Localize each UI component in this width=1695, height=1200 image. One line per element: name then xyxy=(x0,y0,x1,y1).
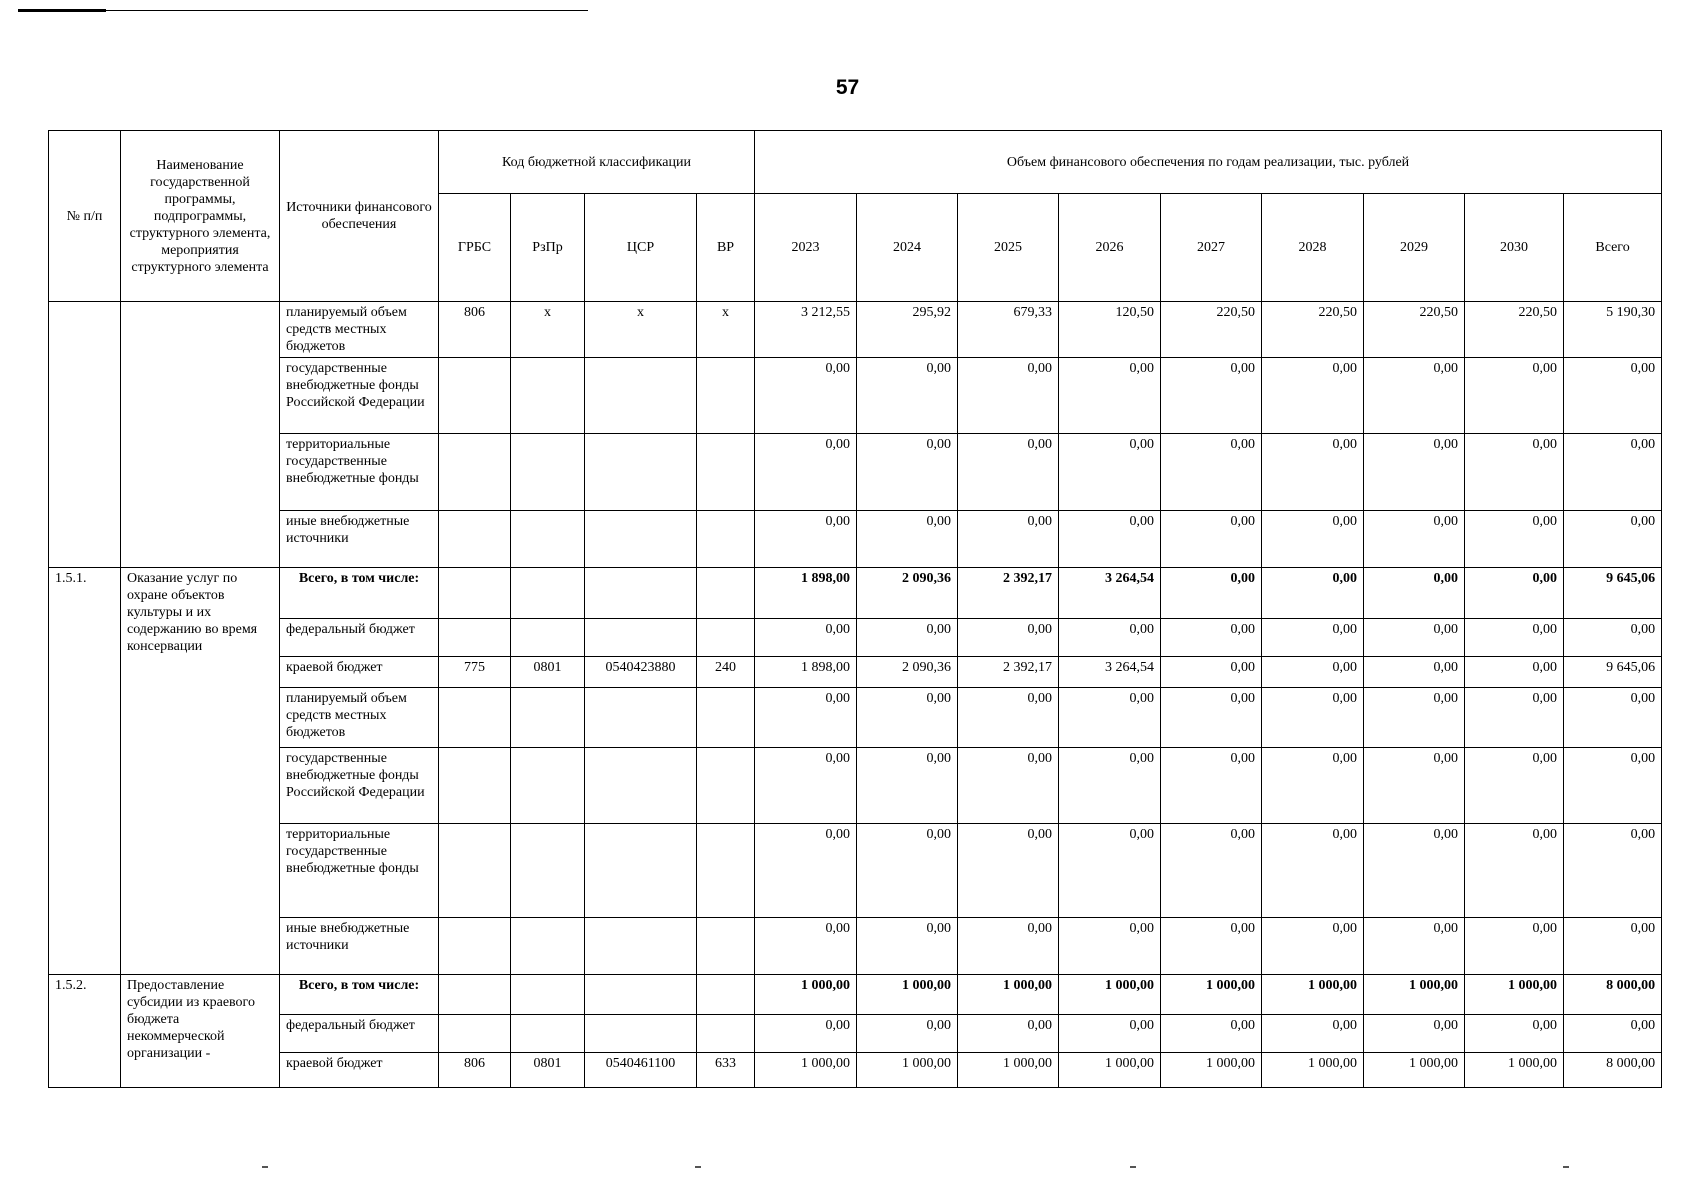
amount-cell: 0,00 xyxy=(1364,434,1465,511)
amount-cell: 0,00 xyxy=(958,918,1059,975)
amount-cell: 0,00 xyxy=(1161,748,1262,824)
header-name: Наименование государственной программы, подпрограммы, структурного элемента, мероприятия структурного элемента xyxy=(121,131,280,302)
amount-cell: 0,00 xyxy=(857,824,958,918)
financing-table xyxy=(48,130,1662,1088)
amount-cell: 0,00 xyxy=(1059,434,1161,511)
header-year-2025: 2025 xyxy=(958,194,1059,302)
amount-cell: 0,00 xyxy=(958,1015,1059,1053)
amount-cell: 1 000,00 xyxy=(1364,975,1465,1015)
amount-cell: 0,00 xyxy=(1465,824,1564,918)
table-row xyxy=(49,1053,1662,1088)
item-number-cell: 1.5.1. xyxy=(49,568,121,975)
csr-cell xyxy=(585,688,697,748)
amount-cell: 0,00 xyxy=(1161,1015,1262,1053)
grbs-cell xyxy=(439,975,511,1015)
amount-cell: 0,00 xyxy=(755,824,857,918)
amount-cell: 0,00 xyxy=(1262,511,1364,568)
amount-cell: 0,00 xyxy=(1364,824,1465,918)
amount-cell: 0,00 xyxy=(1364,657,1465,688)
amount-cell: 0,00 xyxy=(1059,619,1161,657)
amount-cell: 1 000,00 xyxy=(1465,975,1564,1015)
funding-source-cell: планируемый объем средств местных бюджетов xyxy=(280,302,439,358)
vr-cell xyxy=(697,824,755,918)
header-budget-code: Код бюджетной классификации xyxy=(439,131,755,194)
funding-source-cell: иные внебюджетные источники xyxy=(280,511,439,568)
rzpr-cell xyxy=(511,918,585,975)
amount-cell: 0,00 xyxy=(857,358,958,434)
grbs-cell xyxy=(439,434,511,511)
vr-cell xyxy=(697,1015,755,1053)
header-year-2030: 2030 xyxy=(1465,194,1564,302)
csr-cell: 0540461100 xyxy=(585,1053,697,1088)
amount-cell: 0,00 xyxy=(755,434,857,511)
header-sources: Источники финансового обеспечения xyxy=(280,131,439,302)
amount-cell: 0,00 xyxy=(1465,1015,1564,1053)
amount-cell: 0,00 xyxy=(857,1015,958,1053)
funding-source-cell: планируемый объем средств местных бюджетов xyxy=(280,688,439,748)
vr-cell xyxy=(697,688,755,748)
amount-cell: 0,00 xyxy=(857,688,958,748)
amount-cell: 1 000,00 xyxy=(1262,975,1364,1015)
vr-cell xyxy=(697,975,755,1015)
amount-cell: 0,00 xyxy=(1059,748,1161,824)
amount-cell: 1 000,00 xyxy=(1465,1053,1564,1088)
funding-source-cell: федеральный бюджет xyxy=(280,1015,439,1053)
amount-cell: 1 000,00 xyxy=(755,975,857,1015)
header-grbs: ГРБС xyxy=(439,194,511,302)
amount-cell: 0,00 xyxy=(958,748,1059,824)
scan-mark xyxy=(695,1166,701,1168)
amount-cell: 0,00 xyxy=(1364,358,1465,434)
amount-cell: 0,00 xyxy=(857,748,958,824)
grbs-cell xyxy=(439,688,511,748)
amount-cell: 220,50 xyxy=(1161,302,1262,358)
amount-cell: 0,00 xyxy=(1161,688,1262,748)
amount-cell: 0,00 xyxy=(1564,358,1662,434)
amount-cell: 0,00 xyxy=(1059,824,1161,918)
amount-cell: 0,00 xyxy=(1262,688,1364,748)
funding-source-cell: территориальные государственные внебюджетные фонды xyxy=(280,434,439,511)
amount-cell: 0,00 xyxy=(1465,918,1564,975)
grbs-cell xyxy=(439,918,511,975)
amount-cell: 0,00 xyxy=(755,358,857,434)
amount-cell: 0,00 xyxy=(1262,568,1364,619)
amount-cell: 0,00 xyxy=(1564,511,1662,568)
rzpr-cell xyxy=(511,975,585,1015)
rzpr-cell xyxy=(511,824,585,918)
amount-cell: 0,00 xyxy=(1262,619,1364,657)
funding-source-cell: Всего, в том числе: xyxy=(280,568,439,619)
amount-cell: 0,00 xyxy=(1262,824,1364,918)
amount-cell: 1 000,00 xyxy=(1161,975,1262,1015)
grbs-cell xyxy=(439,748,511,824)
rzpr-cell: x xyxy=(511,302,585,358)
csr-cell xyxy=(585,824,697,918)
amount-cell: 3 264,54 xyxy=(1059,657,1161,688)
amount-cell: 0,00 xyxy=(1262,657,1364,688)
amount-cell: 0,00 xyxy=(1262,748,1364,824)
table-row xyxy=(49,748,1662,824)
vr-cell xyxy=(697,358,755,434)
amount-cell: 0,00 xyxy=(857,918,958,975)
amount-cell: 0,00 xyxy=(1564,748,1662,824)
header-year-2028: 2028 xyxy=(1262,194,1364,302)
table-row xyxy=(49,511,1662,568)
header-year-2026: 2026 xyxy=(1059,194,1161,302)
amount-cell: 0,00 xyxy=(958,824,1059,918)
grbs-cell xyxy=(439,619,511,657)
csr-cell xyxy=(585,358,697,434)
grbs-cell: 806 xyxy=(439,1053,511,1088)
amount-cell: 5 190,30 xyxy=(1564,302,1662,358)
amount-cell: 0,00 xyxy=(1465,657,1564,688)
table-row xyxy=(49,358,1662,434)
table-body xyxy=(49,302,1662,1088)
amount-cell: 0,00 xyxy=(1262,358,1364,434)
amount-cell: 1 000,00 xyxy=(958,1053,1059,1088)
amount-cell: 1 000,00 xyxy=(1161,1053,1262,1088)
amount-cell: 0,00 xyxy=(1161,918,1262,975)
table-row xyxy=(49,657,1662,688)
amount-cell: 0,00 xyxy=(857,619,958,657)
table-row xyxy=(49,434,1662,511)
amount-cell: 0,00 xyxy=(958,688,1059,748)
amount-cell: 120,50 xyxy=(1059,302,1161,358)
amount-cell: 0,00 xyxy=(1161,511,1262,568)
amount-cell: 0,00 xyxy=(1059,918,1161,975)
amount-cell: 0,00 xyxy=(1059,358,1161,434)
amount-cell: 0,00 xyxy=(755,748,857,824)
amount-cell: 0,00 xyxy=(1465,748,1564,824)
amount-cell: 0,00 xyxy=(857,511,958,568)
header-volume: Объем финансового обеспечения по годам реализации, тыс. рублей xyxy=(755,131,1662,194)
vr-cell: 240 xyxy=(697,657,755,688)
rzpr-cell xyxy=(511,358,585,434)
amount-cell: 1 000,00 xyxy=(857,975,958,1015)
item-name-cell xyxy=(121,302,280,568)
rzpr-cell xyxy=(511,619,585,657)
amount-cell: 0,00 xyxy=(1465,434,1564,511)
amount-cell: 0,00 xyxy=(1465,688,1564,748)
vr-cell: x xyxy=(697,302,755,358)
vr-cell xyxy=(697,511,755,568)
scan-mark xyxy=(1563,1166,1569,1168)
item-name-cell: Оказание услуг по охране объектов культуры и их содержанию во время консервации xyxy=(121,568,280,975)
amount-cell: 0,00 xyxy=(1364,688,1465,748)
amount-cell: 0,00 xyxy=(755,918,857,975)
rzpr-cell xyxy=(511,688,585,748)
csr-cell xyxy=(585,568,697,619)
table-row xyxy=(49,302,1662,358)
header-year-2023: 2023 xyxy=(755,194,857,302)
amount-cell: 0,00 xyxy=(755,511,857,568)
amount-cell: 0,00 xyxy=(755,619,857,657)
amount-cell: 1 898,00 xyxy=(755,657,857,688)
amount-cell: 2 090,36 xyxy=(857,657,958,688)
amount-cell: 0,00 xyxy=(1364,619,1465,657)
grbs-cell xyxy=(439,511,511,568)
csr-cell xyxy=(585,748,697,824)
funding-source-cell: государственные внебюджетные фонды Российской Федерации xyxy=(280,358,439,434)
amount-cell: 0,00 xyxy=(1465,568,1564,619)
amount-cell: 0,00 xyxy=(1564,619,1662,657)
table-row xyxy=(49,824,1662,918)
amount-cell: 220,50 xyxy=(1465,302,1564,358)
table-header xyxy=(49,131,1662,302)
amount-cell: 0,00 xyxy=(1262,918,1364,975)
table-row xyxy=(49,688,1662,748)
table-row xyxy=(49,619,1662,657)
grbs-cell xyxy=(439,358,511,434)
header-csr: ЦСР xyxy=(585,194,697,302)
header-total: Всего xyxy=(1564,194,1662,302)
header-rzpr: РзПр xyxy=(511,194,585,302)
amount-cell: 2 392,17 xyxy=(958,568,1059,619)
amount-cell: 295,92 xyxy=(857,302,958,358)
table-row xyxy=(49,1015,1662,1053)
csr-cell: x xyxy=(585,302,697,358)
rzpr-cell xyxy=(511,568,585,619)
amount-cell: 0,00 xyxy=(1364,748,1465,824)
amount-cell: 0,00 xyxy=(1059,511,1161,568)
grbs-cell: 806 xyxy=(439,302,511,358)
amount-cell: 9 645,06 xyxy=(1564,568,1662,619)
amount-cell: 0,00 xyxy=(1059,1015,1161,1053)
amount-cell: 0,00 xyxy=(1262,1015,1364,1053)
csr-cell xyxy=(585,434,697,511)
grbs-cell: 775 xyxy=(439,657,511,688)
amount-cell: 0,00 xyxy=(958,619,1059,657)
funding-source-cell: иные внебюджетные источники xyxy=(280,918,439,975)
funding-source-cell: краевой бюджет xyxy=(280,657,439,688)
csr-cell xyxy=(585,975,697,1015)
amount-cell: 0,00 xyxy=(958,358,1059,434)
item-number-cell: 1.5.2. xyxy=(49,975,121,1088)
amount-cell: 0,00 xyxy=(1364,1015,1465,1053)
amount-cell: 0,00 xyxy=(1564,1015,1662,1053)
amount-cell: 220,50 xyxy=(1262,302,1364,358)
amount-cell: 0,00 xyxy=(1364,511,1465,568)
amount-cell: 0,00 xyxy=(958,511,1059,568)
funding-source-cell: федеральный бюджет xyxy=(280,619,439,657)
vr-cell xyxy=(697,619,755,657)
funding-source-cell: краевой бюджет xyxy=(280,1053,439,1088)
amount-cell: 0,00 xyxy=(1364,568,1465,619)
amount-cell: 1 000,00 xyxy=(1262,1053,1364,1088)
table-row xyxy=(49,975,1662,1015)
rzpr-cell xyxy=(511,1015,585,1053)
amount-cell: 1 000,00 xyxy=(1364,1053,1465,1088)
amount-cell: 1 898,00 xyxy=(755,568,857,619)
amount-cell: 0,00 xyxy=(1364,918,1465,975)
header-no: № п/п xyxy=(49,131,121,302)
amount-cell: 1 000,00 xyxy=(857,1053,958,1088)
rzpr-cell xyxy=(511,434,585,511)
amount-cell: 0,00 xyxy=(1161,568,1262,619)
item-number-cell xyxy=(49,302,121,568)
item-name-cell: Предоставление субсидии из краевого бюджета некоммерческой организации - xyxy=(121,975,280,1088)
amount-cell: 3 264,54 xyxy=(1059,568,1161,619)
amount-cell: 0,00 xyxy=(1161,434,1262,511)
funding-source-cell: государственные внебюджетные фонды Российской Федерации xyxy=(280,748,439,824)
amount-cell: 0,00 xyxy=(1161,619,1262,657)
scan-edge-line xyxy=(18,10,588,11)
amount-cell: 3 212,55 xyxy=(755,302,857,358)
amount-cell: 0,00 xyxy=(1465,358,1564,434)
amount-cell: 8 000,00 xyxy=(1564,975,1662,1015)
amount-cell: 0,00 xyxy=(1262,434,1364,511)
amount-cell: 1 000,00 xyxy=(958,975,1059,1015)
amount-cell: 0,00 xyxy=(1161,824,1262,918)
csr-cell: 0540423880 xyxy=(585,657,697,688)
vr-cell xyxy=(697,918,755,975)
page-number: 57 xyxy=(835,76,860,99)
grbs-cell xyxy=(439,568,511,619)
vr-cell: 633 xyxy=(697,1053,755,1088)
amount-cell: 0,00 xyxy=(1161,657,1262,688)
table-row xyxy=(49,568,1662,619)
rzpr-cell: 0801 xyxy=(511,1053,585,1088)
amount-cell: 8 000,00 xyxy=(1564,1053,1662,1088)
funding-source-cell: Всего, в том числе: xyxy=(280,975,439,1015)
vr-cell xyxy=(697,568,755,619)
vr-cell xyxy=(697,434,755,511)
header-vr: ВР xyxy=(697,194,755,302)
csr-cell xyxy=(585,619,697,657)
scan-mark xyxy=(1130,1166,1136,1168)
rzpr-cell: 0801 xyxy=(511,657,585,688)
amount-cell: 0,00 xyxy=(1564,688,1662,748)
scan-mark xyxy=(262,1166,268,1168)
amount-cell: 1 000,00 xyxy=(755,1053,857,1088)
amount-cell: 2 392,17 xyxy=(958,657,1059,688)
csr-cell xyxy=(585,511,697,568)
amount-cell: 0,00 xyxy=(958,434,1059,511)
grbs-cell xyxy=(439,1015,511,1053)
vr-cell xyxy=(697,748,755,824)
amount-cell: 220,50 xyxy=(1364,302,1465,358)
amount-cell: 0,00 xyxy=(1564,434,1662,511)
amount-cell: 0,00 xyxy=(857,434,958,511)
amount-cell: 0,00 xyxy=(1465,619,1564,657)
amount-cell: 0,00 xyxy=(755,688,857,748)
header-year-2024: 2024 xyxy=(857,194,958,302)
amount-cell: 0,00 xyxy=(1564,918,1662,975)
header-year-2027: 2027 xyxy=(1161,194,1262,302)
rzpr-cell xyxy=(511,511,585,568)
amount-cell: 0,00 xyxy=(1059,688,1161,748)
csr-cell xyxy=(585,1015,697,1053)
amount-cell: 1 000,00 xyxy=(1059,1053,1161,1088)
table-row xyxy=(49,918,1662,975)
header-year-2029: 2029 xyxy=(1364,194,1465,302)
amount-cell: 0,00 xyxy=(1564,824,1662,918)
csr-cell xyxy=(585,918,697,975)
amount-cell: 679,33 xyxy=(958,302,1059,358)
amount-cell: 0,00 xyxy=(1161,358,1262,434)
grbs-cell xyxy=(439,824,511,918)
amount-cell: 0,00 xyxy=(755,1015,857,1053)
rzpr-cell xyxy=(511,748,585,824)
amount-cell: 9 645,06 xyxy=(1564,657,1662,688)
amount-cell: 1 000,00 xyxy=(1059,975,1161,1015)
amount-cell: 0,00 xyxy=(1465,511,1564,568)
amount-cell: 2 090,36 xyxy=(857,568,958,619)
funding-source-cell: территориальные государственные внебюджетные фонды xyxy=(280,824,439,918)
